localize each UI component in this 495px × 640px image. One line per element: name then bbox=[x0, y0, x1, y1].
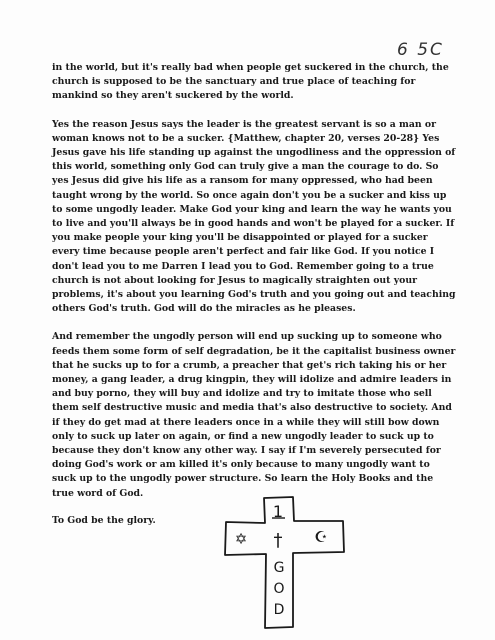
cross-letter: G bbox=[273, 560, 285, 576]
closing-line: To God be the glory. bbox=[52, 515, 156, 526]
hand-drawn-cross bbox=[223, 494, 348, 632]
cross-number: 1 bbox=[272, 502, 284, 521]
paragraph: Yes the reason Jesus says the leader is the greatest servant is so a man or woman knows not to be a sucker. {Matthew, chapter 20, verses 20-28} Yes Jesus gave his life standing up against the ungodliness and the oppression of this world, something only God can truly give a man the courage to do. So yes Jesus did give his life as a ransom for many oppressed, who had been taught wrong by the world. So once again don't you be a sucker and kiss up to some ungodly leader. Make God your king and learn the way he wants you to live and you'll always be in good hands and won't be played for a sucker. If you make people your king you'll be disappointed or played for a sucker every time because people aren't perfect and fair like God. If you notice I don't lead you to me Darren I lead you to God. Remember going to a true church is not about looking for Jesus to magically straighten out your problems, it's about you learning God's truth and you going out and teaching others God's truth. God will do the miracles as he pleases. bbox=[52, 118, 456, 315]
page-number: 6 5C bbox=[397, 40, 444, 60]
star-of-david-icon: ✡ bbox=[234, 530, 248, 548]
cross-center-symbol: † bbox=[273, 530, 283, 551]
body-text bbox=[52, 61, 456, 515]
crescent-star-icon: ☪ bbox=[314, 528, 328, 546]
cross-letter: D bbox=[273, 602, 285, 618]
paragraph: And remember the ungodly person will end up sucking up to someone who feeds them some form of self degradation, be it the capitalist business owner that he sucks up to for a crumb, a preacher that get's rich taking his or her money, a gang leader, a drug kingpin, they will idolize and admire leaders in and buy porno, they will buy and idolize and try to imitate those who sell them self destructive music and media that's also destructive to society. And if they do get mad at there leaders once in a while they will still bow down only to suck up later on again, or find a new ungodly leader to suck up to because they don't know any other way. I say if I'm severely persecuted for doing God's work or am killed it's only because to many ungodly want to suck up to the ungodly power structure. So learn the Holy Books and the true word of God. bbox=[52, 331, 456, 499]
paragraph: in the world, but it's really bad when people get suckered in the church, the church is supposed to be the sanctuary and true place of teaching for mankind so they aren't suckered by the world. bbox=[52, 62, 449, 102]
cross-letter: O bbox=[273, 581, 285, 597]
